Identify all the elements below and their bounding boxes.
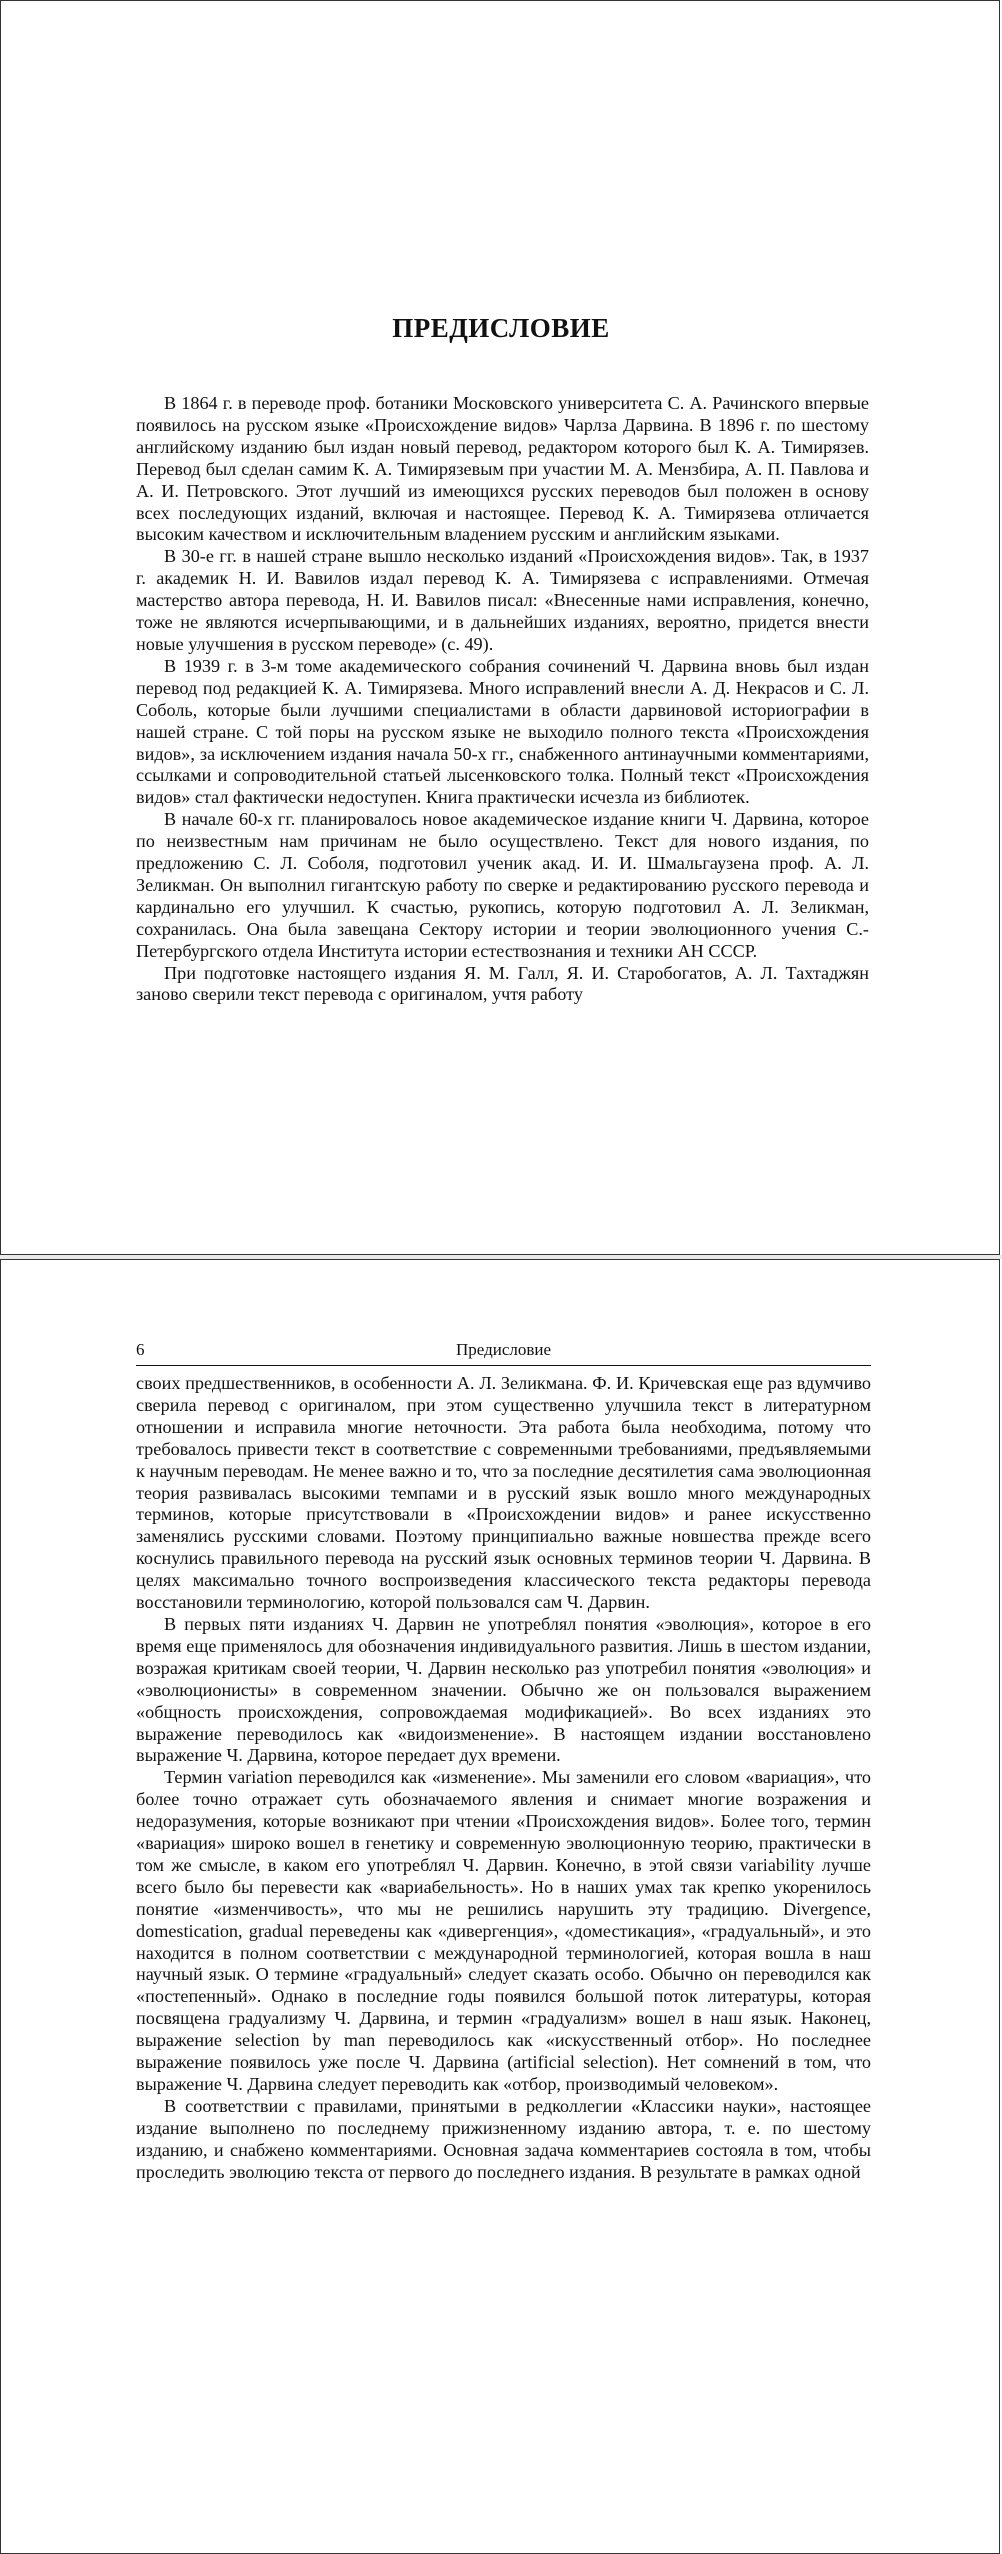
paragraph: Термин variation переводился как «изменение». Мы заменили его словом «вариация», что более точно отражает суть обозначаемого явления и снимает многие возражения и недоразумения, которые возникают при чтении «Происхождения видов». Более того, термин «вариация» широко вошел в генетику и современную эволюционную теорию, практически в том же смысле, в каком его употреблял Ч. Дарвин. Конечно, в этой связи variability лучше всего было бы перевести как «вариабельность». Но в наших умах так крепко укоренилось понятие «изменчивость», что мы не решились нарушить эту традицию. Divergence, domestication, gradual переведены как «дивергенция», «доместикация», «градуальный», и это находится в полном соответствии с международной терминологией, которая вошла в наш научный язык. О термине «градуальный» следует сказать особо. Обычно он переводился как «постепенный». Однако в последние годы появился большой поток литературы, которая посвящена градуализму Ч. Дарвина, и термин «градуализм» вошел в наш язык. Наконец, выражение selection by man переводилось как «искусственный отбор». Но последнее выражение появилось уже после Ч. Дарвина (artificial selection). Нет сомнений в том, что выражение Ч. Дарвина следует переводить как «отбор, производимый человеком».	[136, 1767, 871, 2094]
paragraph: В начале 60-х гг. планировалось новое академическое издание книги Ч. Дарвина, которое по неизвестным нам причинам не было осуществлено. Текст для нового издания, по предложению С. Л. Соболя, подготовил ученик акад. И. И. Шмальгаузена проф. А. Л. Зеликман. Он выполнил гигантскую работу по сверке и редактированию русского перевода и кардинально его улучшил. К счастью, рукопись, которую подготовил А. Л. Зеликман, сохранилась. Она была завещана Сектору истории и теории эволюционного учения С.-Петербургского отдела Института истории естествознания и техники АН СССР.	[136, 809, 869, 961]
page-number: 6	[136, 1340, 145, 1359]
paragraph: При подготовке настоящего издания Я. М. Галл, Я. И. Старобогатов, А. Л. Тахтаджян заново сверили текст перевода с оригиналом, учтя работу	[136, 962, 869, 1005]
page-two	[0, 1259, 1000, 2554]
paragraph: В 30-е гг. в нашей стране вышло несколько изданий «Происхождения видов». Так, в 1937 г. академик Н. И. Вавилов издал перевод К. А. Тимирязева с исправлениями. Отмечая мастерство автора перевода, Н. И. Вавилов писал: «Внесенные нами исправления, конечно, тоже не являются исчерпывающими, и в дальнейших изданиях, вероятно, придется внести новые улучшения в русском переводе» (с. 49).	[136, 546, 869, 654]
paragraph: В 1864 г. в переводе проф. ботаники Московского университета С. А. Рачинского впервые появилось на русском языке «Происхождение видов» Чарлза Дарвина. В 1896 г. по шестому английскому изданию был издан новый перевод, редактором которого был К. А. Тимирязев. Перевод был сделан самим К. А. Тимирязевым при участии М. А. Мензбира, А. П. Павлова и А. И. Петровского. Этот лучший из имеющихся русских переводов был положен в основу всех последующих изданий, включая и настоящее. Перевод К. А. Тимирязева отличается высоким качеством и исключительным владением русским и английским языками.	[136, 393, 869, 545]
preface-text-page-two	[136, 1373, 871, 2184]
preface-text-page-one	[136, 393, 869, 1006]
paragraph: В соответствии с правилами, принятыми в редколлегии «Классики науки», настоящее издание выполнено по последнему прижизненному изданию автора, т. е. по шестому изданию, и снабжено комментариями. Основная задача комментариев состояла в том, чтобы проследить эволюцию текста от первого до последнего издания. В результате в рамках одной	[136, 2095, 871, 2182]
paragraph: В первых пяти изданиях Ч. Дарвин не употреблял понятия «эволюция», которое в его время еще применялось для обозначения индивидуального развития. Лишь в шестом издании, возражая критикам своей теории, Ч. Дарвин несколько раз употребил понятия «эволюция» и «эволюционисты» в современном значении. Обычно же он пользовался выражением «общность происхождения, сопровождаемая модификацией». Во всех изданиях это выражение переводилось как «видоизменение». В настоящем издании восстановлено выражение Ч. Дарвина, которое передает дух времени.	[136, 1613, 871, 1766]
paragraph: В 1939 г. в 3-м томе академического собрания сочинений Ч. Дарвина вновь был издан перевод под редакцией К. А. Тимирязева. Много исправлений внесли А. Д. Некрасов и С. Л. Соболь, которые были лучшими специалистами в области дарвиновой историографии в нашей стране. С той поры на русском языке не выходило полного текста «Происхождения видов», за исключением издания начала 50-х гг., снабженного антинаучными комментариями, ссылками и сопроводительной статьей лысенковского толка. Полный текст «Происхождения видов» стал фактически недоступен. Книга практически исчезла из библиотек.	[136, 655, 869, 808]
page-title: ПРЕДИСЛОВИЕ	[392, 313, 610, 343]
paragraph-continuation: своих предшественников, в особенности А. Л. Зеликмана. Ф. И. Кричевская еще раз вдумчиво сверила перевод с оригиналом, при этом существенно улучшила текст в литературном отношении и исправила многие неточности. Эта работа была необходима, потому что требовалось привести текст в соответствие с современными требованиями, предъявляемыми к научным переводам. Не менее важно и то, что за последние десятилетия сама эволюционная теория развивалась высокими темпами и в русский язык вошло много международных терминов, которые присутствовали в «Происхождении видов» и ранее искусственно заменялись русскими словами. Поэтому принципиально важные новшества прежде всего коснулись правильного перевода на русский язык основных терминов теории Ч. Дарвина. В целях максимально точного воспроизведения классического текста редакторы перевода восстановили терминологию, которой пользовался сам Ч. Дарвин.	[136, 1373, 871, 1613]
running-head-title: Предисловие	[455, 1340, 552, 1359]
header-rule	[136, 1365, 871, 1366]
page-one	[0, 0, 1000, 1255]
running-head	[136, 1340, 871, 1366]
